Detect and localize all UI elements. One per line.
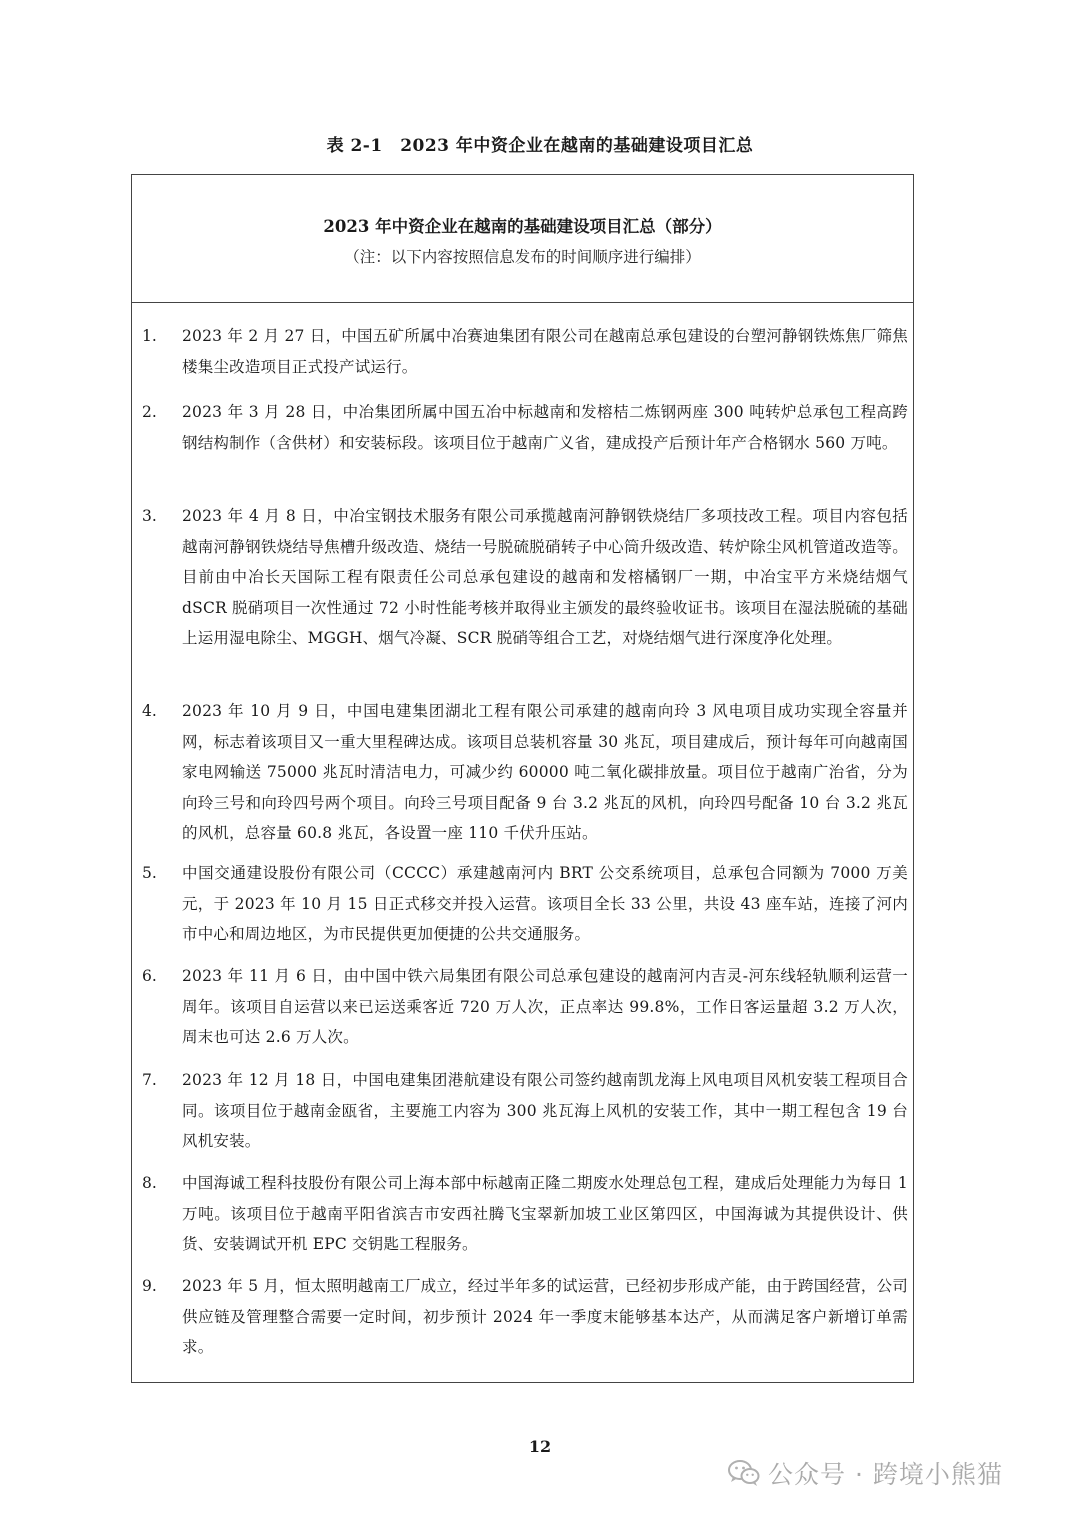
item-number: 3. — [142, 507, 157, 525]
item-text: 中国交通建设股份有限公司（CCCC）承建越南河内 BRT 公交系统项目，总承包合同额为 7000 万美元，于 2023 年 10 月 15 日正式移交并投入运营。该项目全长 33 公里，共设 43 座车站，连接了河内市中心和周边地区，为市民提供更加便捷的公共交通服务。 — [182, 864, 908, 943]
item-text: 中国海诚工程科技股份有限公司上海本部中标越南正隆二期废水处理总包工程，建成后处理能力为每日 1 万吨。该项目位于越南平阳省滨吉市安西社腾飞宝翠新加坡工业区第四区，中国海诚为其提供设计、供货、安装调试开机 EPC 交钥匙工程服务。 — [182, 1174, 908, 1253]
item-number: 2. — [142, 403, 157, 421]
watermark — [728, 1453, 1003, 1493]
wechat-icon — [728, 1459, 760, 1487]
item-text: 2023 年 3 月 28 日，中冶集团所属中国五冶中标越南和发榕桔二炼钢两座 300 吨转炉总承包工程高跨钢结构制作（含供材）和安装标段。该项目位于越南广义省，建成投产后预计年产合格钢水 560 万吨。 — [182, 403, 908, 452]
item-text: 2023 年 12 月 18 日，中国电建集团港航建设有限公司签约越南凯龙海上风电项目风机安装工程项目合同。该项目位于越南金瓯省，主要施工内容为 300 兆瓦海上风机的安装工作，其中一期工程包含 19 台风机安装。 — [182, 1071, 908, 1150]
item-number: 8. — [142, 1174, 157, 1192]
table-header — [132, 175, 913, 303]
table-note: （注：以下内容按照信息发布的时间顺序进行编排） — [344, 248, 701, 266]
table-title: 2023 年中资企业在越南的基础建设项目汇总（部分） — [323, 217, 722, 236]
item-text: 2023 年 11 月 6 日，由中国中铁六局集团有限公司总承包建设的越南河内吉灵-河东线轻轨顺利运营一周年。该项目自运营以来已运送乘客近 720 万人次，正点率达 99.8%，工作日客运量超 3.2 万人次，周末也可达 2.6 万人次。 — [182, 967, 908, 1046]
item-text: 2023 年 5 月，恒太照明越南工厂成立，经过半年多的试运营，已经初步形成产能，由于跨国经营，公司供应链及管理整合需要一定时间，初步预计 2024 年一季度末能够基本达产，从而满足客户新增订单需求。 — [182, 1277, 908, 1356]
summary-table — [131, 174, 914, 1383]
item-number: 6. — [142, 967, 157, 985]
watermark-text: 公众号 · 跨境小熊猫 — [768, 1460, 1003, 1489]
item-number: 5. — [142, 864, 157, 882]
item-number: 1. — [142, 327, 157, 345]
item-text: 2023 年 4 月 8 日，中冶宝钢技术服务有限公司承揽越南河静钢铁烧结厂多项技改工程。项目内容包括越南河静钢铁烧结导焦槽升级改造、烧结一号脱硫脱硝转子中心筒升级改造、转炉除尘风机管道改造等。目前由中冶长天国际工程有限责任公司总承包建设的越南和发榕橘钢厂一期，中冶宝平方米烧结烟气 dSCR 脱硝项目一次性通过 72 小时性能考核并取得业主颁发的最终验收证书。该项目在湿法脱硫的基础上运用湿电除尘、MGGH、烟气冷凝、SCR 脱硝等组合工艺，对烧结烟气进行深度净化处理。 — [182, 507, 908, 647]
item-text: 2023 年 2 月 27 日，中国五矿所属中冶赛迪集团有限公司在越南总承包建设的台塑河静钢铁炼焦厂筛焦楼集尘改造项目正式投产试运行。 — [182, 327, 908, 376]
item-text: 2023 年 10 月 9 日，中国电建集团湖北工程有限公司承建的越南向玲 3 风电项目成功实现全容量并网，标志着该项目又一重大里程碑达成。该项目总装机容量 30 兆瓦，项目建成后，预计每年可向越南国家电网输送 75000 兆瓦时清洁电力，可减少约 60000 吨二氧化碳排放量。项目位于越南广治省，分为向玲三号和向玲四号两个项目。向玲三号项目配备 9 台 3.2 兆瓦的风机，向玲四号配备 10 台 3.2 兆瓦的风机，总容量 60.8 兆瓦，各设置一座 110 千伏升压站。 — [182, 702, 908, 842]
table-caption: 表 2-1 2023 年中资企业在越南的基础建设项目汇总 — [326, 136, 754, 156]
item-number: 7. — [142, 1071, 157, 1089]
item-number: 9. — [142, 1277, 157, 1295]
item-number: 4. — [142, 702, 157, 720]
page-number: 12 — [528, 1437, 552, 1456]
